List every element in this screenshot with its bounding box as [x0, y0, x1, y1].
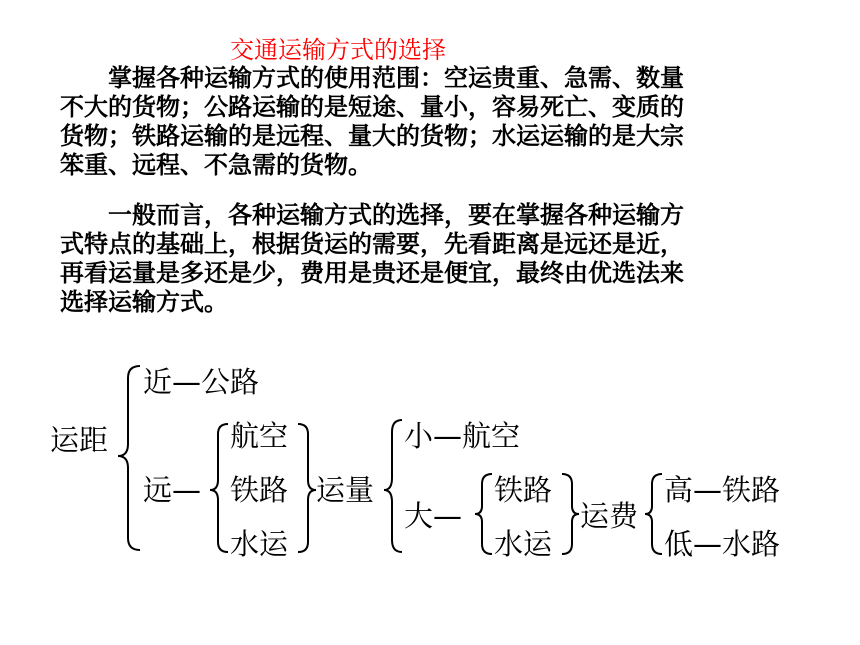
node-large: 大—	[404, 499, 463, 533]
node-cost: 运费	[580, 499, 639, 533]
node-large-water: 水运	[494, 527, 553, 561]
brace-far-left	[210, 424, 228, 552]
node-near-road: 近—公路	[143, 365, 260, 399]
brace-far-right	[298, 424, 316, 552]
text-line: 掌握各种运输方式的使用范围：空运贵重、急需、数量	[108, 64, 684, 92]
node-air: 航空	[230, 419, 289, 453]
brace-large-left	[475, 474, 492, 554]
node-high-rail: 高—铁路	[664, 473, 781, 507]
brace-volume	[384, 420, 402, 552]
node-volume: 运量	[316, 473, 375, 507]
node-low-water: 低—水路	[664, 527, 781, 561]
node-small-air: 小—航空	[404, 419, 521, 453]
node-far: 远—	[143, 473, 202, 507]
node-large-rail: 铁路	[494, 473, 553, 507]
brace-cost	[645, 474, 662, 554]
node-water: 水运	[230, 527, 289, 561]
text-line: 式特点的基础上，根据货运的需要，先看距离是远还是近，	[60, 230, 684, 258]
text-line: 笨重、远程、不急需的货物。	[60, 151, 372, 179]
text-line: 选择运输方式。	[60, 288, 228, 316]
node-distance: 运距	[50, 423, 109, 457]
text-line: 不大的货物；公路运输的是短途、量小，容易死亡、变质的	[60, 93, 684, 121]
text-line: 再看运量是多还是少，费用是贵还是便宜，最终由优选法来	[60, 259, 684, 287]
text-line: 一般而言，各种运输方式的选择，要在掌握各种运输方	[108, 201, 684, 229]
node-rail: 铁路	[230, 473, 289, 507]
brace-large-right	[562, 474, 579, 554]
page-title: 交通运输方式的选择	[230, 36, 446, 64]
brace-distance	[118, 366, 140, 550]
text-line: 货物；铁路运输的是远程、量大的货物；水运运输的是大宗	[60, 122, 684, 150]
